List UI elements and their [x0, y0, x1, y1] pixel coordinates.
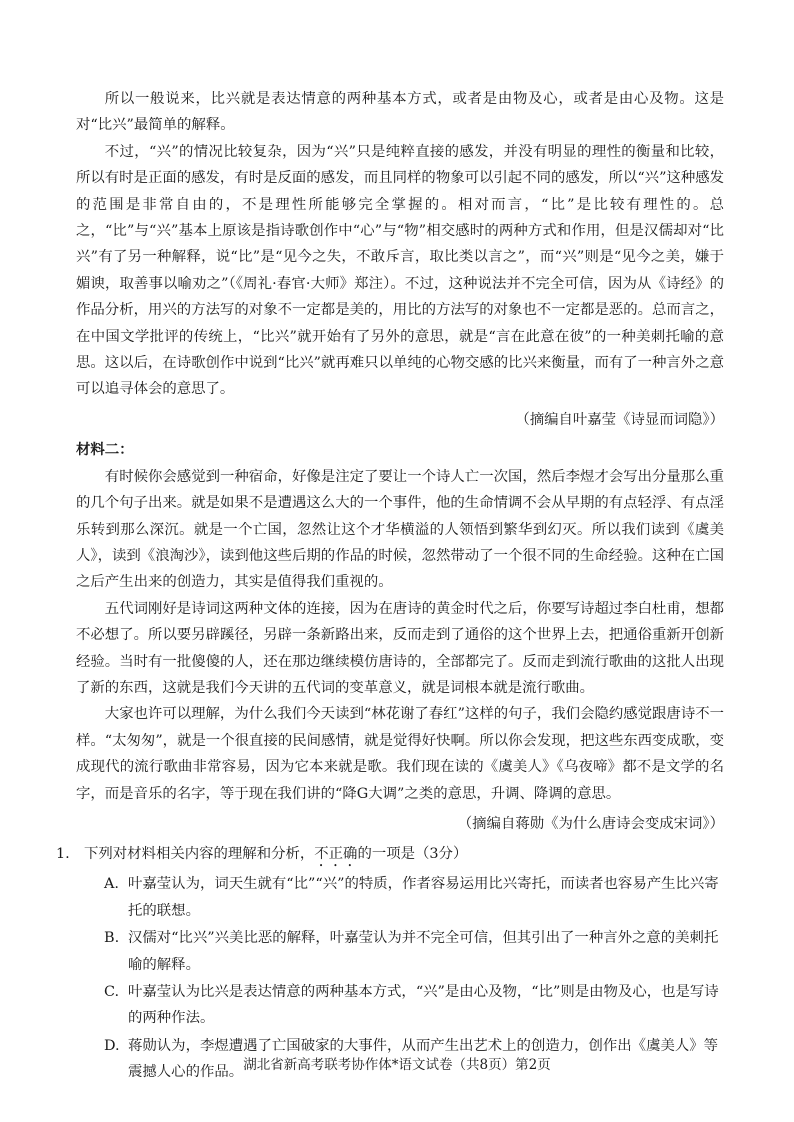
material1-paragraph-2: 不过，“兴”的情况比较复杂，因为“兴”只是纯粹直接的感发，并没有明显的理性的衡量和比较，所以有时是正面的感发，有时是反面的感发，而且同样的物象可以引起不同的感发，所以“兴”这种感发的范围是非常自由的，不是理性所能够完全掌握的。相对而言，“比”是比较有理性的。总之，“比”与“兴”基本上原该是指诗歌创作中“心”与“物”相交感时的两种方式和作用，但是汉儒却对“比兴”有了另一种解释，说“比”是“见今之失，不敢斥言，取比类以言之”，而“兴”则是“见今之美，嫌于媚谀，取善事以喻劝之”（《周礼·春官·大师》郑注）。不过，这种说法并不完全可信，因为从《诗经》的作品分析，用兴的方法写的对象不一定都是美的，用比的方法写的对象也不一定都是恶的。总而言之，在中国文学批评的传统上，“比兴”就开始有了另外的意思，就是“言在此意在彼”的一种美刺托喻的意思。这以后，在诗歌创作中说到“比兴”就再难只以单纯的心物交感的比兴来衡量，而有了一种言外之意可以追寻体会的意思了。 — [76, 143, 724, 398]
material1-source: （摘编自叶嘉莹《诗显而词隐》） — [515, 411, 724, 428]
option-d-label: D. — [104, 1037, 120, 1054]
option-a-label: A. — [104, 876, 119, 893]
option-c — [76, 979, 724, 1032]
material1-paragraph-1: 所以一般说来，比兴就是表达情意的两种基本方式，或者是由物及心，或者是由心及物。这是对“比兴”最简单的解释。 — [76, 91, 724, 134]
material2-paragraph-2: 五代词刚好是诗词这两种文体的连接，因为在唐诗的黄金时代之后，你要写诗超过李白杜甫，想都不必想了。所以要另辟蹊径，另辟一条新路出来，反而走到了通俗的这个世界上去，把通俗重新开创新经验。当时有一批傻傻的人，还在那边继续模仿唐诗的，全部都完了。反而走到流行歌曲的这批人出现了新的东西，这就是我们今天讲的五代词的变革意义，就是词根本就是流行歌曲。 — [76, 600, 724, 696]
option-b-text: 汉儒对“比兴”兴美比恶的解释，叶嘉莹认为并不完全可信，但其引出了一种言外之意的美刺托喻的解释。 — [128, 930, 719, 973]
option-b-label: B. — [104, 930, 120, 947]
question-1-stem — [56, 841, 724, 870]
material2-source: （摘编自蒋勋《为什么唐诗会变成宋词》） — [457, 815, 724, 832]
material2-paragraph-1: 有时候你会感觉到一种宿命，好像是注定了要让一个诗人亡一次国，然后李煜才会写出分量那么重的几个句子出来。就是如果不是遭遇这么大的一个事件，他的生命情调不会从早期的有点轻浮、有点淫乐转到那么深沉。就是一个亡国，忽然让这个才华横溢的人领悟到繁华到幻灭。所以我们读到《虞美人》，读到《浪淘沙》，读到他这些后期的作品的时候，忽然带动了一个很不同的生命经验。这种在亡国之后产生出来的创造力，其实是值得我们重视的。 — [76, 468, 724, 591]
option-c-label: C. — [104, 984, 120, 1000]
page-content — [56, 86, 724, 1086]
question-stem-after: 的一项是（3分） — [357, 846, 468, 863]
page-footer: 湖北省新高考联考协作体*语文试卷（共8页）第2页 — [243, 1057, 551, 1073]
material2-heading: 材料二： — [76, 442, 134, 459]
option-d-text: 蒋勋认为，李煜遭遇了亡国破家的大事件，从而产生出艺术上的创造力，创作出《虞美人》等震撼人心的作品。 — [128, 1037, 719, 1081]
question-stem-emphasis: 不正确 — [314, 846, 358, 863]
option-b — [76, 925, 724, 978]
option-a-text: 叶嘉莹认为，词天生就有“比”“兴”的特质，作者容易运用比兴寄托，而读者也容易产生比兴寄托的联想。 — [128, 876, 719, 919]
option-a — [76, 871, 724, 924]
option-c-text: 叶嘉莹认为比兴是表达情意的两种基本方式，“兴”是由心及物，“比”则是由物及心，也是写诗的两种作法。 — [128, 984, 719, 1027]
question-stem-before: 下列对材料相关内容的理解和分析， — [84, 846, 315, 863]
material2-paragraph-3: 大家也许可以理解，为什么我们今天读到“林花谢了春红”这样的句子，我们会隐约感觉跟唐诗不一样。“太匆匆”，就是一个很直接的民间感情，就是觉得好快啊。所以你会发现，把这些东西变成歌，变成现代的流行歌曲非常容易，因为它本来就是歌。我们现在读的《虞美人》《乌夜啼》都不是文学的名字，而是音乐的名字，等于现在我们讲的“降G大调”之类的意思，升调、降调的意思。 — [76, 706, 724, 802]
question-number: 1. — [56, 846, 70, 863]
